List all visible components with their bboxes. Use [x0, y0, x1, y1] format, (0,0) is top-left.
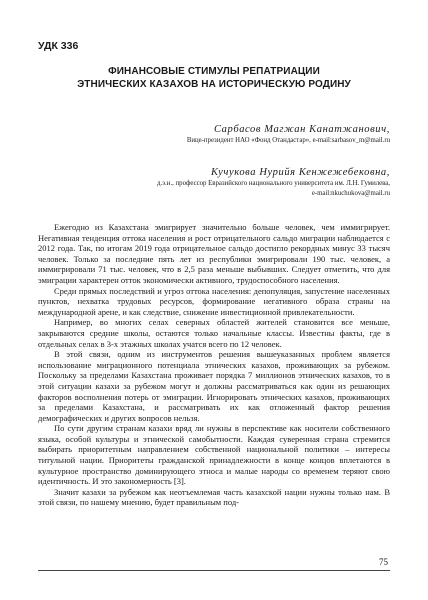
- author-name: Кучукова Нурийя Кенжежебековна,: [210, 167, 390, 178]
- paragraph: В этой связи, одним из инструментов решения вышеуказанных проблем является использование миграционного потенциала этнических казахов, проживающих за рубежом. Поскольку за пределами Казахстана проживает порядка 7 миллионов этнических казахов, то в этой ситуации казахи за рубежом могут и должны рассматриваться как один из решающих факторов восполнения потерь от эмиграции. Игнорировать этнических казахов, проживающих за пределами Казахстана, и рассматривать их как отложенный фактор решения демографических и других вопросов нельзя.: [38, 349, 390, 423]
- article-body: [38, 222, 390, 508]
- footer-rule: [38, 570, 390, 571]
- title-line-1: ФИНАНСОВЫЕ СТИМУЛЫ РЕПАТРИАЦИИ: [108, 66, 320, 77]
- title-line-2: ЭТНИЧЕСКИХ КАЗАХОВ НА ИСТОРИЧЕСКУЮ РОДИНУ: [77, 78, 351, 90]
- paragraph: Среди прямых последствий и угроз оттока населения: депопуляция, запустение населенных пунктов, нехватка трудовых ресурсов, формирование негативного образа страны на международной арене, и как следствие, снижение инвестиционной привлекательности.: [38, 285, 390, 317]
- author-affiliation: Вице-президент НАО «Фонд Отандастар», e-mail:sarbasov_m@mail.ru: [186, 137, 390, 144]
- author-block-2: [30, 166, 390, 198]
- paragraph: Ежегодно из Казахстана эмигрирует значительно больше человек, чем иммигрирует. Негативная тенденция оттока населения и рост отрицательного сальдо миграции наблюдается с 2012 года. Так, по итогам 2019 года отрицательное сальдо достигло рекордных минус 33 тысяч человек. Только за последние пять лет из республики эмигрировали 190 тыс. человек, а иммигрировали 71 тыс. человек, что в 2,5 раза меньше выбывших. Следует отметить, что для эмиграции характерен отток экономически активного, трудоспособного населения.: [38, 222, 390, 285]
- author-block-1: [30, 123, 390, 146]
- paragraph: Например, во многих селах северных областей жителей становится все меньше, закрываются средние школы, остаются только начальные классы. Известны факты, где в отдельных селах в 3-х этажных школах учатся всего по 12 человек.: [38, 317, 390, 349]
- author-email: e-mail:nkuchukova@mail.ru: [311, 189, 390, 197]
- paragraph: Значит казахи за рубежом как неотъемлемая часть казахской нации нужны только нам. В этой связи, по нашему мнению, будет правильным под-: [38, 486, 390, 508]
- paragraph: По сути другим странам казахи вряд ли нужны в перспективе как носители собственного языка, особой культуры и этнической самобытности. Каждая суверенная страна стремится выбирать приоритетным направлением собственной национальной политики – интересы титульной нации. Приоритеты гражданской принадлежности в конце концов вплетаются в культурное пространство доминирующего этноса и малые народы со временем теряют свою идентичность. И это закономерность [3].: [38, 423, 390, 487]
- author-affiliation: д.э.н., профессор Евразийского национального университета им. Л.Н. Гумилева,: [157, 180, 390, 187]
- page-number: 75: [379, 557, 388, 567]
- article-title: [40, 66, 388, 91]
- author-name: Сарбасов Магжан Канатжанович,: [213, 124, 390, 135]
- udk-code: УДК 336: [38, 40, 79, 52]
